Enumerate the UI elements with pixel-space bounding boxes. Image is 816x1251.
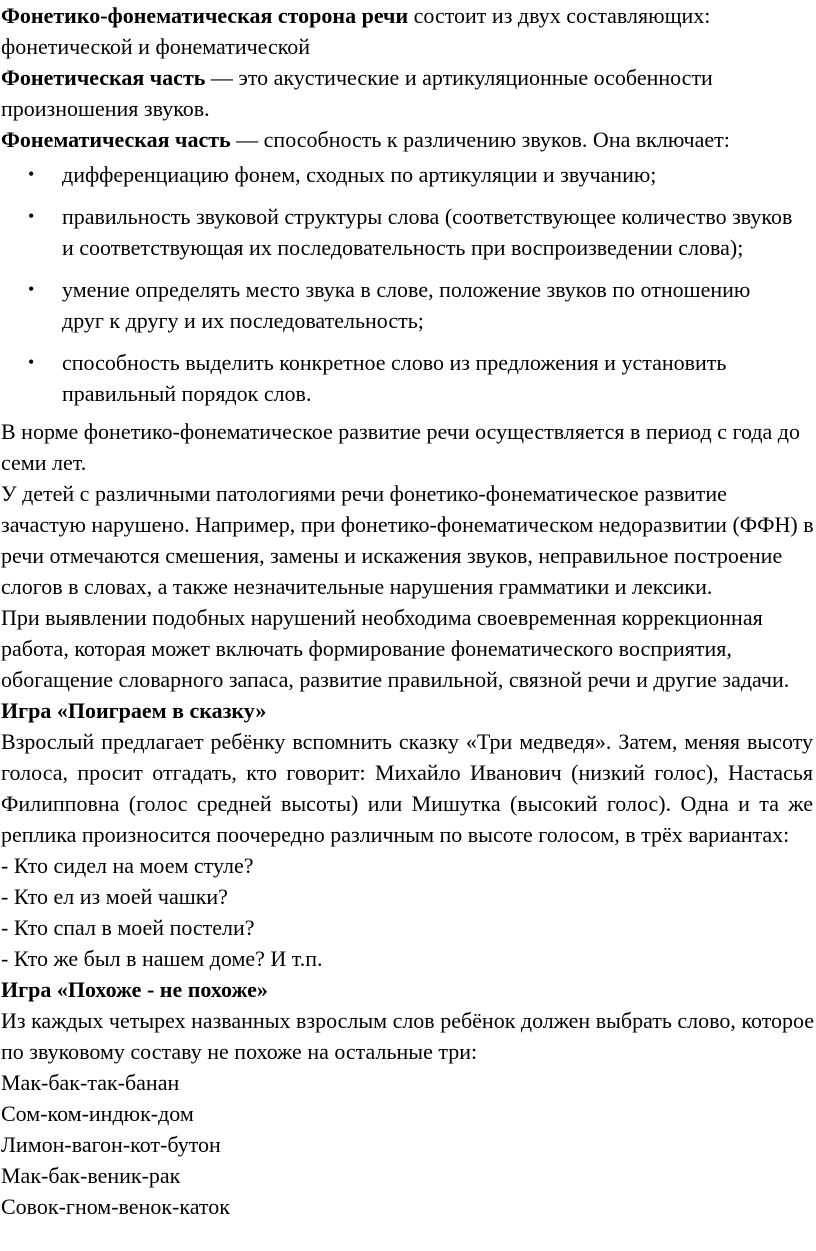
body-paragraph-pathology: У детей с различными патологиями речи фонетико-фонематическое развитие зачастую нарушено. Например, при фонетико-фонематическом недоразвитии (ФФН) в речи отмечаются смешения, замены и искажения звуков, неправильное построение слогов в словах, а также незначительные нарушения грамматики и лексики. — [1, 481, 814, 599]
intro-paragraph-3 — [1, 124, 816, 155]
game-1-line: - Кто ел из моей чашки? — [1, 884, 228, 909]
game-1-title-text: Игра «Поиграем в сказку» — [1, 698, 267, 723]
term-phonetic-phonemic: Фонетико-фонематическая сторона речи — [1, 3, 409, 28]
list-item: • дифференциацию фонем, сходных по артикуляции и звучанию; — [1, 159, 797, 190]
game-2-word-set: Сом-ком-индюк-дом — [1, 1101, 194, 1126]
intro-paragraph-3-text: — способность к различению звуков. Она включает: — [230, 127, 730, 152]
game-2-word-set: Лимон-вагон-кот-бутон — [1, 1132, 221, 1157]
term-phonemic-part: Фонематическая часть — [1, 127, 231, 152]
intro-paragraph-1 — [1, 0, 816, 62]
game-1-description: Взрослый предлагает ребёнку вспомнить сказку «Три медведя». Затем, меняя высоту голоса, просит отгадать, кто говорит: Михайло Иванович (низкий голос), Настасья Филипповна (голос средней высоты) или Мишутка (высокий голос). Одна и та же реплика произносится поочередно различным по высоте голосом, в трёх вариантах: — [1, 729, 813, 847]
list-item: • способность выделить конкретное слово из предложения и установить правильный порядок слов. — [1, 347, 797, 409]
game-2-title — [1, 974, 816, 1005]
game-1-line: - Кто спал в моей постели? — [1, 915, 255, 940]
body-paragraph-norm: В норме фонетико-фонематическое развитие речи осуществляется в период с года до семи лет. — [1, 419, 800, 475]
term-phonetic-part: Фонетическая часть — [1, 65, 206, 90]
intro-paragraph-2-text: — это акустические и артикуляционные особенности произношения звуков. — [1, 65, 713, 121]
game-2-description: Из каждых четырех названных взрослым слов ребёнок должен выбрать слово, которое по звуковому составу не похоже на остальные три: — [1, 1008, 815, 1064]
game-2-word-set: Совок-гном-венок-каток — [1, 1194, 230, 1219]
game-2-word-set: Мак-бак-веник-рак — [1, 1163, 181, 1188]
game-2-word-set: Мак-бак-так-банан — [1, 1070, 180, 1095]
intro-paragraph-1-text: состоит из двух составляющих: фонетической и фонематической — [1, 3, 711, 59]
list-item: • умение определять место звука в слове, положение звуков по отношению друг к другу и их последовательность; — [1, 274, 797, 336]
list-item: • правильность звуковой структуры слова (соответствующее количество звуков и соответствующая их последовательность при воспроизведении слова); — [1, 201, 797, 263]
game-1-title — [1, 695, 816, 726]
game-1-line: - Кто же был в нашем доме? И т.п. — [1, 946, 323, 971]
intro-paragraph-2 — [1, 62, 816, 124]
phonemic-skills-list — [1, 159, 816, 409]
body-paragraph-correction: При выявлении подобных нарушений необходима своевременная коррекционная работа, которая может включать формирование фонематического восприятия, обогащение словарного запаса, развитие правильной, связной речи и другие задачи. — [1, 605, 790, 692]
game-2-title-text: Игра «Похоже - не похоже» — [1, 977, 268, 1002]
game-1-line: - Кто сидел на моем стуле? — [1, 853, 254, 878]
